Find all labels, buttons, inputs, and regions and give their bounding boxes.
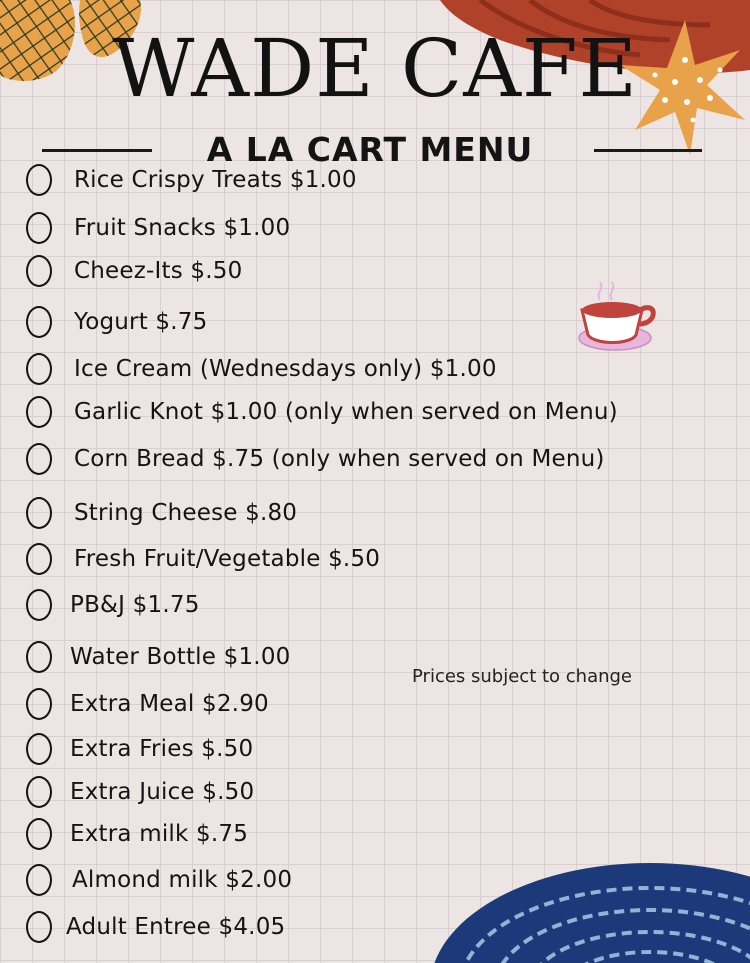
menu-item-label: Yogurt $.75	[74, 309, 208, 335]
checkbox-circle[interactable]	[26, 255, 52, 287]
menu-item	[26, 497, 297, 529]
menu-item-label: Rice Crispy Treats $1.00	[74, 167, 357, 193]
checkbox-circle[interactable]	[26, 164, 52, 196]
checkbox-circle[interactable]	[26, 396, 52, 428]
coffee-cup-icon	[570, 280, 660, 360]
checkbox-circle[interactable]	[26, 353, 52, 385]
menu-item	[26, 911, 285, 943]
menu-subtitle: A LA CART MENU	[206, 130, 534, 169]
menu-item-label: String Cheese $.80	[74, 500, 298, 526]
menu-item-label: Fruit Snacks $1.00	[74, 215, 291, 241]
menu-item	[26, 255, 242, 287]
checkbox-circle[interactable]	[26, 733, 52, 765]
menu-item-label: Almond milk $2.00	[72, 867, 293, 893]
menu-item-label: Garlic Knot $1.00 (only when served on Menu)	[74, 399, 618, 425]
menu-item-label: Corn Bread $.75 (only when served on Menu)	[74, 446, 605, 472]
checkbox-circle[interactable]	[26, 443, 52, 475]
menu-item-label: Extra Meal $2.90	[70, 691, 269, 717]
menu-item	[26, 396, 618, 428]
checkbox-circle[interactable]	[26, 688, 52, 720]
menu-item	[26, 589, 200, 621]
checkbox-circle[interactable]	[26, 818, 52, 850]
rule-right	[594, 149, 702, 152]
menu-item-label: Extra milk $.75	[70, 821, 249, 847]
checkbox-circle[interactable]	[26, 864, 52, 896]
menu-item	[26, 543, 380, 575]
menu-item-label: Cheez-Its $.50	[74, 258, 243, 284]
menu-item-label: Fresh Fruit/Vegetable $.50	[74, 546, 381, 572]
menu-item	[26, 164, 357, 196]
menu-item	[26, 818, 248, 850]
menu-item	[26, 212, 290, 244]
menu-item-label: Extra Juice $.50	[70, 779, 255, 805]
menu-item	[26, 864, 292, 896]
menu-item	[26, 641, 290, 673]
menu-title: WADE CAFE	[112, 22, 638, 115]
menu-item	[26, 306, 207, 338]
menu-item-label: PB&J $1.75	[70, 592, 200, 618]
menu-item	[26, 443, 605, 475]
checkbox-circle[interactable]	[26, 497, 52, 529]
menu-item	[26, 776, 254, 808]
menu-item	[26, 353, 497, 385]
menu-item-label: Adult Entree $4.05	[66, 914, 286, 940]
checkbox-circle[interactable]	[26, 212, 52, 244]
checkbox-circle[interactable]	[26, 641, 52, 673]
checkbox-circle[interactable]	[26, 589, 52, 621]
checkbox-circle[interactable]	[26, 776, 52, 808]
menu-item-label: Water Bottle $1.00	[70, 644, 291, 670]
checkbox-circle[interactable]	[26, 306, 52, 338]
checkbox-circle[interactable]	[26, 911, 52, 943]
price-note: Prices subject to change	[412, 666, 633, 687]
menu-item-label: Extra Fries $.50	[70, 736, 254, 762]
menu-item	[26, 688, 269, 720]
menu-item-label: Ice Cream (Wednesdays only) $1.00	[74, 356, 497, 382]
checkbox-circle[interactable]	[26, 543, 52, 575]
blue-swirl-decoration	[420, 858, 750, 963]
menu-item	[26, 733, 253, 765]
